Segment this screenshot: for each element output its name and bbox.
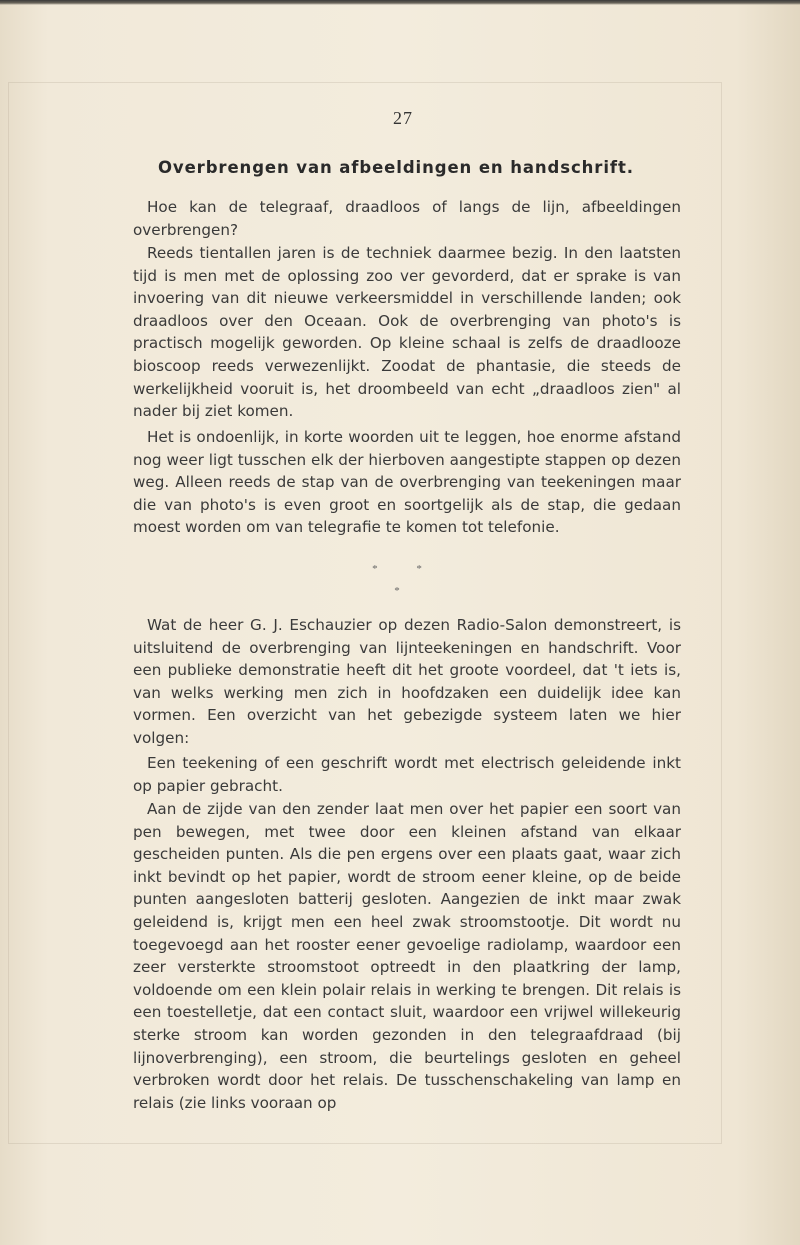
paragraph-2 <box>133 242 681 423</box>
paragraph-2-text: Reeds tientallen jaren is de techniek daarmee bezig. In den laatsten tijd is men met de oplossing zoo ver gevorderd, dat er sprake is van invoering van dit nieuwe verkeersmiddel in verschillende landen; ook draadloos over den Oceaan. Ook de overbrenging van photo's is practisch mogelijk geworden. Op kleine schaal is zelfs de draadlooze bioscoop reeds verwezenlijkt. Zoodat de phantasie, die steeds de werkelijkheid vooruit is, het droombeeld van echt „draadloos zien" al nader bij ziet komen. <box>133 244 681 421</box>
paragraph-6 <box>133 798 681 1114</box>
paragraph-1-text: Hoe kan de telegraaf, draadloos of langs de lijn, afbeeldingen overbrengen? <box>133 198 681 239</box>
page-top-edge <box>0 0 800 5</box>
paragraph-5 <box>133 752 681 797</box>
page-number: 27 <box>393 108 413 128</box>
section-separator-top: * * <box>372 563 440 575</box>
paragraph-4-text: Wat de heer G. J. Eschauzier op dezen Radio-Salon demonstreert, is uitsluitend de overbrenging van lijnteekeningen en handschrift. Voor een publieke demonstratie heeft dit het groote voordeel, dat 't iets is, van welks werking men zich in hoofdzaken een duidelijk idee kan vormen. Een overzicht van het gebezigde systeem laten we hier volgen: <box>133 616 681 747</box>
paragraph-3 <box>133 426 681 539</box>
paragraph-6-text: Aan de zijde van den zender laat men over het papier een soort van pen bewegen, met twee door een kleinen afstand van elkaar gescheiden punten. Als die pen ergens over een plaats gaat, waar zich inkt bevindt op het papier, wordt de stroom eener kleine, op de beide punten aangesloten batterij gesloten. Aangezien de inkt maar zwak geleidend is, krijgt men een heel zwak stroomstootje. Dit wordt nu toegevoegd aan het rooster eener gevoelige radiolamp, waardoor een zeer versterkte stroomstoot optreedt in den plaatkring der lamp, voldoende om een klein polair relais in werking te brengen. Dit relais is een toestelletje, dat een contact sluit, waardoor een vrijwel willekeurig sterke stroom kan worden gezonden in den telegraafdraad (bij lijnoverbrenging), een stroom, die beurtelings gesloten en geheel verbroken wordt door het relais. De tusschenschakeling van lamp en relais (zie links vooraan op <box>133 800 681 1112</box>
paragraph-4 <box>133 614 681 750</box>
paragraph-5-text: Een teekening of een geschrift wordt met electrisch geleidende inkt op papier gebracht. <box>133 754 681 795</box>
section-separator-bottom: * <box>394 585 418 597</box>
section-heading: Overbrengen van afbeeldingen en handschrift. <box>158 158 634 177</box>
paragraph-1 <box>133 196 681 241</box>
paragraph-3-text: Het is ondoenlijk, in korte woorden uit te leggen, hoe enorme afstand nog weer ligt tusschen elk der hierboven aangestipte stappen op dezen weg. Alleen reeds de stap van de overbrenging van teekeningen maar die van photo's is even groot en soortgelijk als de stap, die gedaan moest worden om van telegrafie te komen tot telefonie. <box>133 428 681 537</box>
